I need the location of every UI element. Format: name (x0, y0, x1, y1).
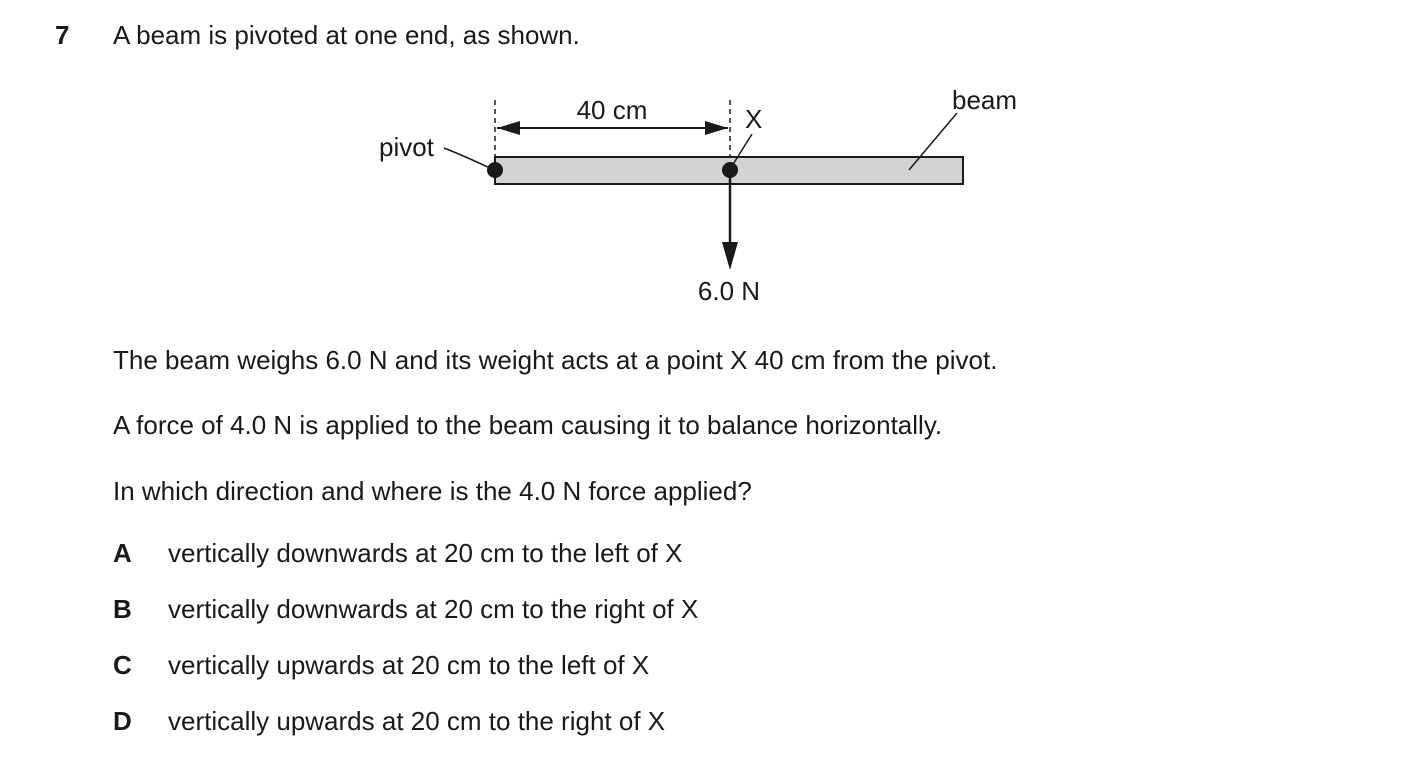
pivot-leader-line (444, 148, 490, 168)
option-letter: C (113, 650, 132, 680)
question-intro: A beam is pivoted at one end, as shown. (113, 20, 580, 50)
distance-arrow-left-head (497, 121, 520, 135)
beam-diagram (0, 0, 1403, 340)
pivot-label: pivot (379, 132, 434, 162)
weight-force-label: 6.0 N (697, 276, 761, 306)
option-letter: D (113, 706, 132, 736)
option-text: vertically downwards at 20 cm to the left of X (168, 538, 683, 568)
question-number: 7 (55, 20, 70, 50)
option-text: vertically upwards at 20 cm to the left of X (168, 650, 650, 680)
distance-label: 40 cm (576, 95, 648, 125)
option-text: vertically downwards at 20 cm to the right of X (168, 594, 699, 624)
option-text: vertically upwards at 20 cm to the right of X (168, 706, 666, 736)
point-x-label: X (745, 104, 763, 134)
distance-arrow-right-head (705, 121, 728, 135)
option-letter: B (113, 594, 132, 624)
option-letter: A (113, 538, 132, 568)
question-prompt: In which direction and where is the 4.0 N force applied? (113, 476, 752, 506)
statement-applied-force: A force of 4.0 N is applied to the beam causing it to balance horizontally. (113, 410, 943, 440)
weight-force-arrow-head (722, 242, 738, 270)
statement-beam-weight: The beam weighs 6.0 N and its weight acts at a point X 40 cm from the pivot. (113, 345, 998, 375)
pivot-point (487, 162, 503, 178)
beam-label: beam (952, 85, 1018, 115)
